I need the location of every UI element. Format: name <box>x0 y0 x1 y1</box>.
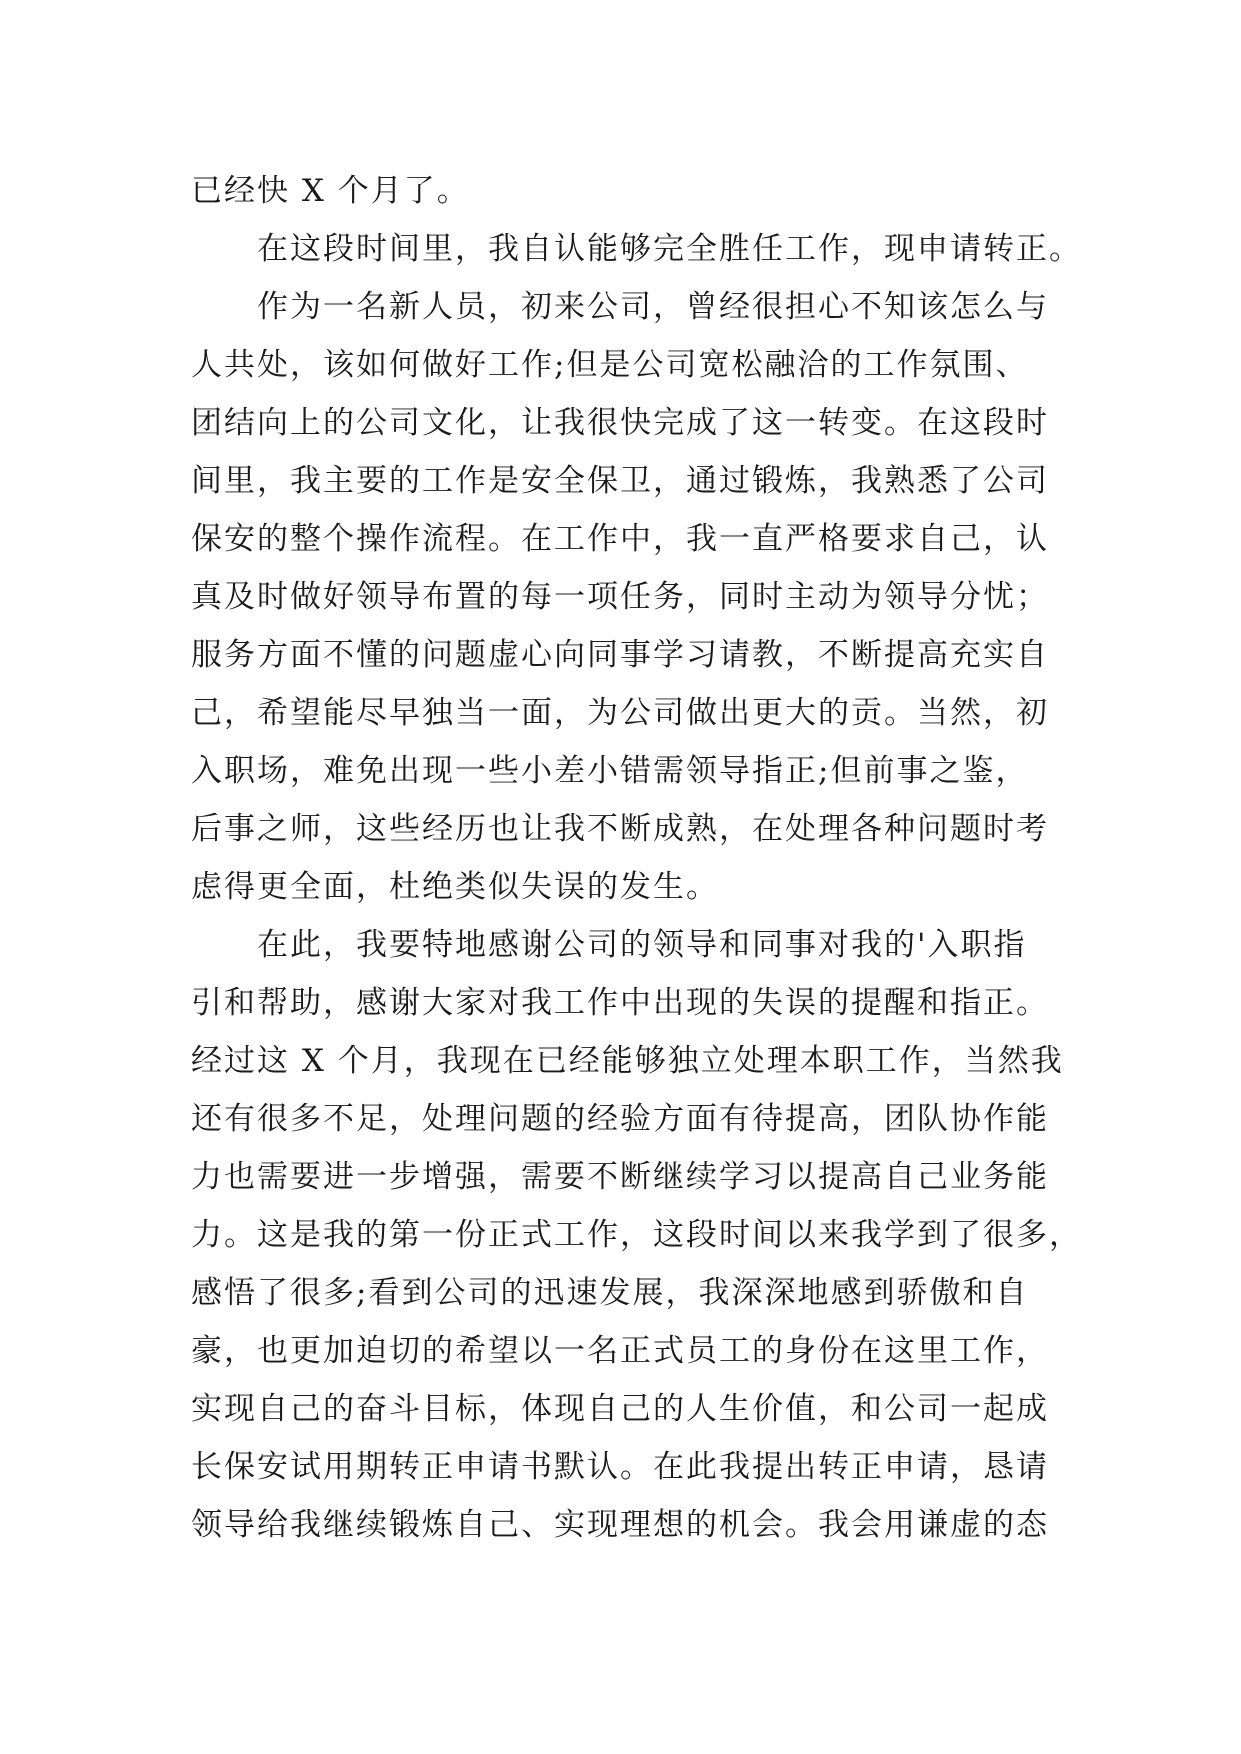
text-line: 在此，我要特地感谢公司的领导和同事对我的'入职指 <box>257 927 1027 963</box>
text-line: 领导给我继续锻炼自己、实现理想的机会。我会用谦虚的态 <box>191 1507 1049 1543</box>
text-line: 入职场，难免出现一些小差小错需领导指正;但前事之鉴， <box>191 753 1029 789</box>
text-line: 保安的整个操作流程。在工作中，我一直严格要求自己，认 <box>191 521 1049 557</box>
text-line: 豪，也更加迫切的希望以一名正式员工的身份在这里工作， <box>191 1333 1049 1369</box>
text-line: 经过这 X 个月，我现在已经能够独立处理本职工作，当然我 <box>191 1043 1064 1079</box>
document-body <box>191 162 1082 1554</box>
text-line: 作为一名新人员，初来公司，曾经很担心不知该怎么与 <box>257 289 1049 325</box>
text-line: 感悟了很多;看到公司的迅速发展，我深深地感到骄傲和自 <box>191 1275 1029 1311</box>
text-line: 虑得更全面，杜绝类似失误的发生。 <box>191 869 719 905</box>
text-line: 间里，我主要的工作是安全保卫，通过锻炼，我熟悉了公司 <box>191 463 1049 499</box>
text-line: 还有很多不足，处理问题的经验方面有待提高，团队协作能 <box>191 1101 1049 1137</box>
text-line: 已经快 X 个月了。 <box>191 173 470 209</box>
text-line: 力。这是我的第一份正式工作，这段时间以来我学到了很多， <box>191 1217 1082 1253</box>
text-line: 己，希望能尽早独当一面，为公司做出更大的贡。当然，初 <box>191 695 1049 731</box>
text-line: 团结向上的公司文化，让我很快完成了这一转变。在这段时 <box>191 405 1049 441</box>
text-line: 长保安试用期转正申请书默认。在此我提出转正申请，恳请 <box>191 1449 1049 1485</box>
text-line: 真及时做好领导布置的每一项任务，同时主动为领导分忧； <box>191 579 1049 615</box>
text-line: 引和帮助，感谢大家对我工作中出现的失误的提醒和指正。 <box>191 985 1049 1021</box>
text-line: 人共处，该如何做好工作;但是公司宽松融洽的工作氛围、 <box>191 347 1029 383</box>
text-line: 实现自己的奋斗目标，体现自己的人生价值，和公司一起成 <box>191 1391 1049 1427</box>
text-line: 后事之师，这些经历也让我不断成熟，在处理各种问题时考 <box>191 811 1049 847</box>
text-line: 力也需要进一步增强，需要不断继续学习以提高自己业务能 <box>191 1159 1049 1195</box>
text-line: 在这段时间里，我自认能够完全胜任工作，现申请转正。 <box>257 231 1082 267</box>
text-line: 服务方面不懂的问题虚心向同事学习请教，不断提高充实自 <box>191 637 1049 673</box>
